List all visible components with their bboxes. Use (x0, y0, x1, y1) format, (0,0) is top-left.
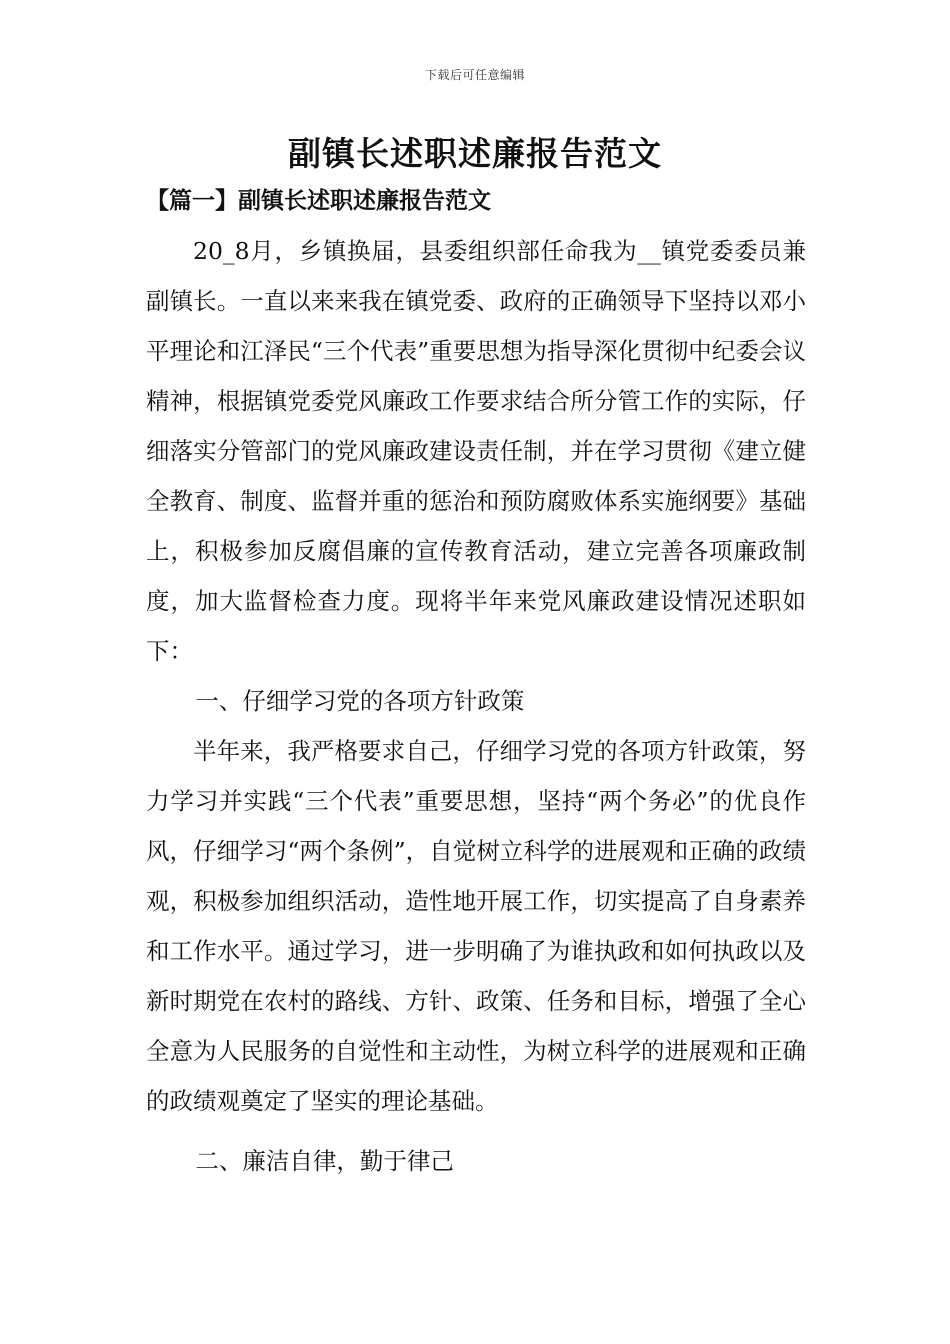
section-heading-2: 二、廉洁自律，勤于律己 (195, 1147, 454, 1175)
paragraph-intro: 20_8月，乡镇换届，县委组织部任命我为__镇党委委员兼副镇长。一直以来来我在镇党委、政府的正确领导下坚持以邓小平理论和江泽民“三个代表”重要思想为指导深化贯彻中纪委会议精神，根据镇党委党风廉政工作要求结合所分管工作的实际，仔细落实分管部门的党风廉政建设责任制，并在学习贯彻《建立健全教育、制度、监督并重的惩治和预防腐败体系实施纲要》基础上，积极参加反腐倡廉的宣传教育活动，建立完善各项廉政制度，加大监督检查力度。现将半年来党风廉政建设情况述职如下： (146, 237, 806, 665)
header-note: 下载后可任意编辑 (424, 68, 525, 82)
paragraph-study: 半年来，我严格要求自己，仔细学习党的各项方针政策，努力学习并实践“三个代表”重要思想，坚持“两个务必”的优良作风，仔细学习“两个条例”，自觉树立科学的进展观和正确的政绩观，积极参加组织活动，造性地开展工作，切实提高了自身素养和工作水平。通过学习，进一步明确了为谁执政和如何执政以及新时期党在农村的路线、方针、政策、任务和目标，增强了全心全意为人民服务的自觉性和主动性，为树立科学的进展观和正确的政绩观奠定了坚实的理论基础。 (146, 737, 806, 1115)
document-title: 副镇长述职述廉报告范文 (288, 134, 662, 173)
section-subheading: 【篇一】副镇长述职述廉报告范文 (146, 187, 491, 214)
document-body (146, 226, 806, 1186)
section-heading-1: 一、仔细学习党的各项方针政策 (195, 687, 525, 715)
